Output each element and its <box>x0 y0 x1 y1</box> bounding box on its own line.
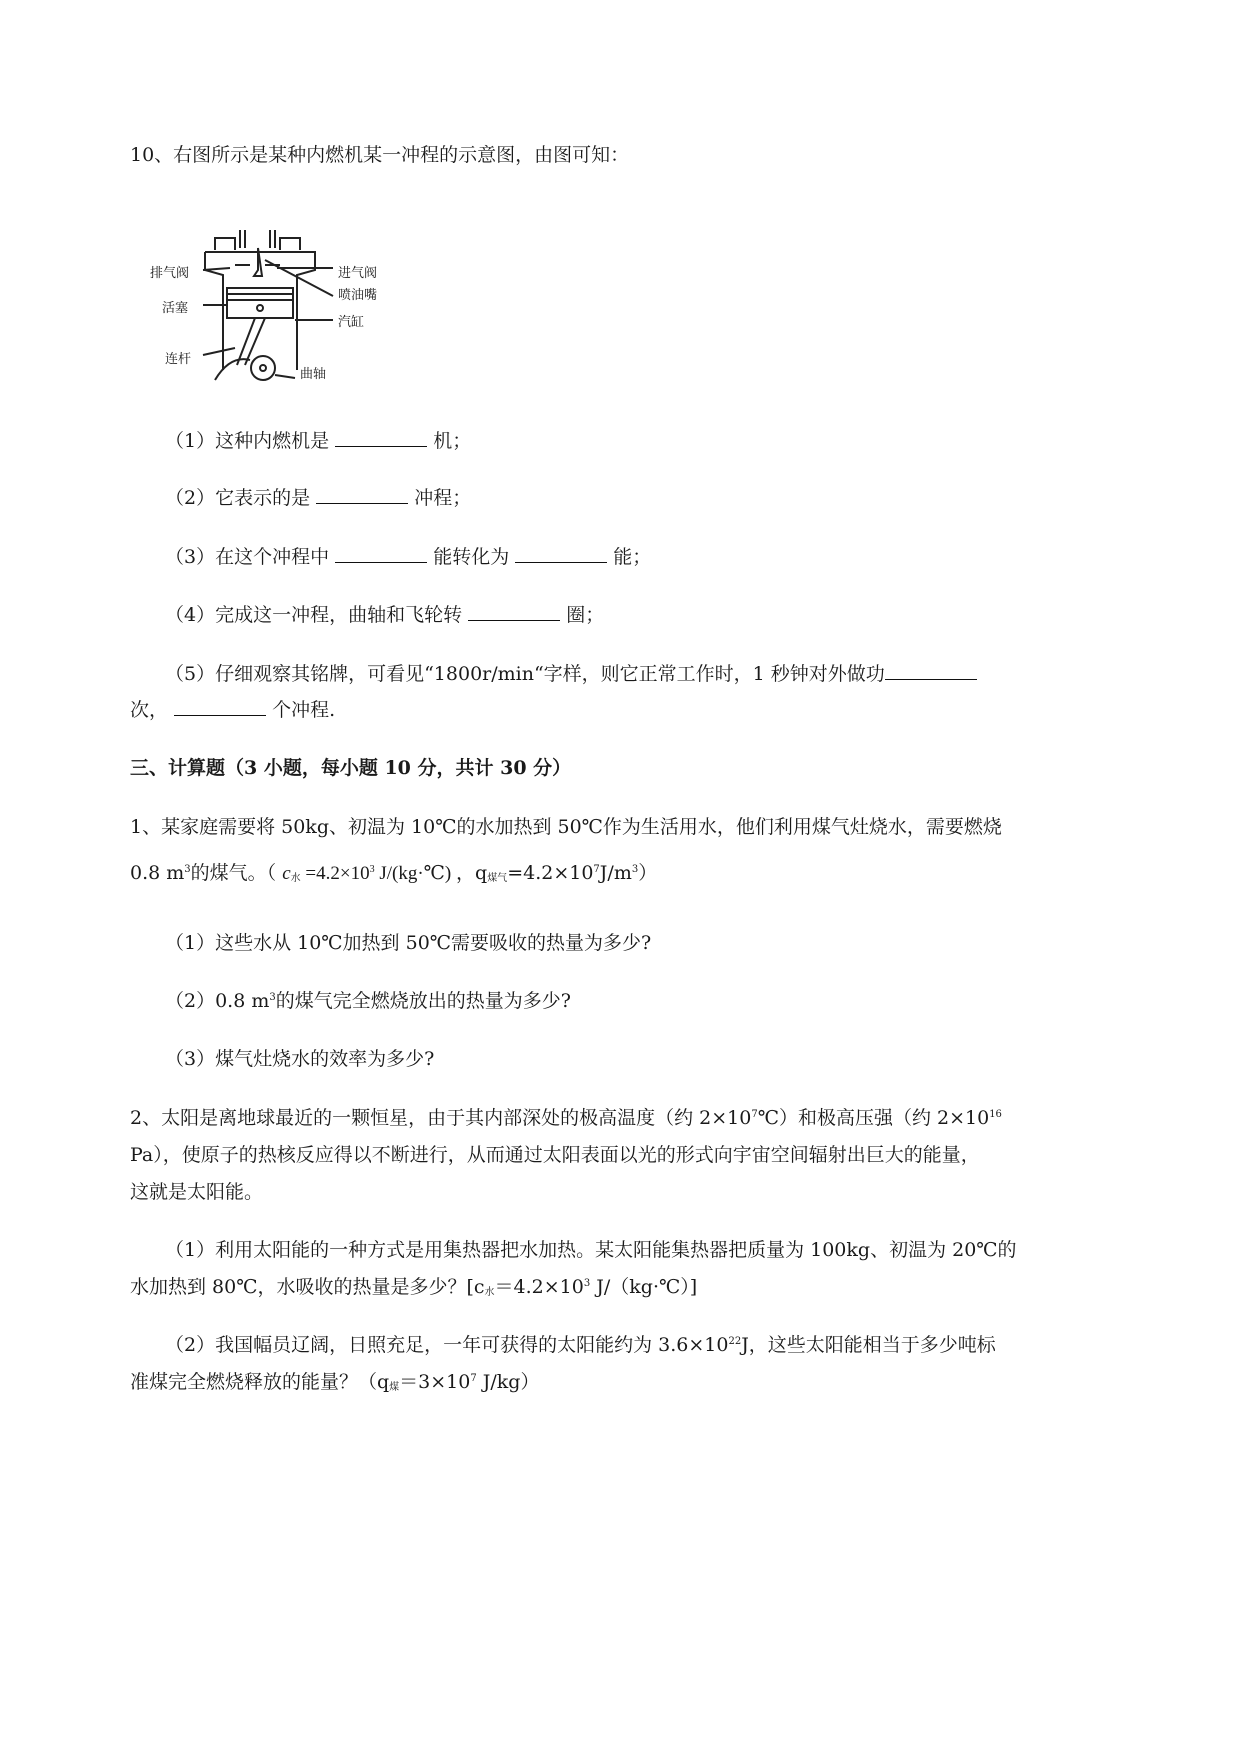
q10-p4-text-b: 圈； <box>566 604 605 626</box>
calc1-s2-exp: 3 <box>269 992 276 1003</box>
engine-diagram <box>175 230 405 390</box>
calc1-line2 <box>130 861 657 886</box>
answer-blank-4[interactable] <box>468 602 560 621</box>
calc1-close-paren: ） <box>638 862 658 884</box>
answer-blank-1[interactable] <box>335 428 427 447</box>
label-exhaust-valve: 排气阀 <box>150 266 190 281</box>
calc2-sub-1-line1: （1）利用太阳能的一种方式是用集热器把水加热。某太阳能集热器把质量为 100kg、初温为 20℃的 <box>165 1239 1017 1261</box>
q10-p5-text-c: 个冲程. <box>272 699 336 721</box>
calc1-line1: 1、某家庭需要将 50kg、初温为 10℃的水加热到 50℃作为生活用水，他们利用煤气灶烧水，需要燃烧 <box>130 816 1002 838</box>
answer-blank-3a[interactable] <box>335 544 427 563</box>
calc1-sub-3: （3）煤气灶烧水的效率为多少? <box>165 1048 435 1070</box>
q10-part-2 <box>165 485 471 510</box>
calc2-s1-text-a: 水加热到 80℃，水吸收的热量是多少？[c <box>130 1276 485 1298</box>
q10-part-3 <box>165 544 651 569</box>
calc1-amount: 0.8 m <box>130 862 185 884</box>
calc1-sub-1: （1）这些水从 10℃加热到 50℃需要吸收的热量为多少? <box>165 932 652 954</box>
calc2-s2-text-a: （2）我国幅员辽阔，日照充足，一年可获得的太阳能约为 3.6×10 <box>165 1334 729 1356</box>
answer-blank-5a[interactable] <box>885 661 977 680</box>
label-cylinder: 汽缸 <box>338 315 365 330</box>
calc2-s2-exp2: 7 <box>470 1373 477 1384</box>
question-10-title: 10、右图所示是某种内燃机某一冲程的示意图，由图可知： <box>130 144 630 166</box>
calc1-sub-2 <box>165 989 571 1013</box>
q10-p1-text-b: 机； <box>433 430 472 452</box>
c-value-exp: 3 <box>369 864 375 875</box>
specific-heat-formula <box>282 863 456 884</box>
calc2-text-a: 2、太阳是离地球最近的一颗恒星，由于其内部深处的极高温度（约 2×10 <box>130 1107 752 1129</box>
calc2-sub-2-line1 <box>165 1333 996 1357</box>
q10-p2-text-a: （2）它表示的是 <box>165 487 311 509</box>
c-symbol: c <box>282 863 291 884</box>
answer-blank-5b[interactable] <box>174 697 266 716</box>
calc1-amount-exp: 3 <box>184 864 191 875</box>
q10-p1-text-a: （1）这种内燃机是 <box>165 430 330 452</box>
calc2-sub-1-line2 <box>130 1275 697 1299</box>
q10-p3-text-a: （3）在这个冲程中 <box>165 546 330 568</box>
calc2-s2-text-d: ＝3×10 <box>399 1371 471 1393</box>
q10-p3-text-c: 能； <box>613 546 652 568</box>
calc2-s2-exp: 22 <box>728 1336 742 1347</box>
answer-blank-3b[interactable] <box>515 544 607 563</box>
label-intake-valve: 进气阀 <box>338 266 378 281</box>
calc2-pressure-exp: 16 <box>989 1109 1002 1120</box>
equals-symbol: = <box>305 863 317 884</box>
calc1-s2-text-b: 的煤气完全燃烧放出的热量为多少? <box>275 990 571 1012</box>
c-unit: J/(kg·℃) <box>374 863 452 884</box>
q10-p4-text-a: （4）完成这一冲程，曲轴和飞轮转 <box>165 604 463 626</box>
calc2-sub-2-line2 <box>130 1370 539 1394</box>
c-subscript: 水 <box>290 873 301 884</box>
calc2-line1 <box>130 1106 1002 1130</box>
label-rod: 连杆 <box>165 352 192 367</box>
q10-part-4 <box>165 602 604 627</box>
answer-blank-2[interactable] <box>316 485 408 504</box>
label-crankshaft: 曲轴 <box>300 367 327 382</box>
c-value: 4.2×10 <box>316 863 370 884</box>
calc2-temp-exp: 7 <box>751 1109 758 1120</box>
calc2-s1-text-b: ＝4.2×10 <box>494 1276 584 1298</box>
q-value: =4.2×10 <box>507 862 594 884</box>
q10-p5-text-b: 次， <box>130 699 169 721</box>
calc2-text-b: ℃）和极高压强（约 2×10 <box>757 1107 990 1129</box>
q-unit: J/m <box>599 862 632 884</box>
calc2-s2-text-b: J，这些太阳能相当于多少吨标 <box>741 1334 996 1356</box>
q-unit-exp: 3 <box>631 864 639 875</box>
calc2-s1-text-c: J/（kg·℃）] <box>590 1276 698 1298</box>
section-3-heading: 三、计算题（3 小题，每小题 10 分，共计 30 分） <box>130 757 572 779</box>
calc1-s2-text-a: （2）0.8 m <box>165 990 270 1012</box>
q10-part-5-line1 <box>165 661 977 686</box>
calc2-line3: 这就是太阳能。 <box>130 1181 264 1203</box>
q10-part-1 <box>165 428 471 453</box>
q10-part-5-line2 <box>130 697 335 722</box>
q10-p2-text-b: 冲程； <box>414 487 472 509</box>
q-symbol: ，q <box>456 862 488 884</box>
calc2-s2-text-c: 准煤完全燃烧释放的能量？（q <box>130 1371 390 1393</box>
calc1-text: 的煤气。（ <box>190 862 277 884</box>
calc2-line2: Pa），使原子的热核反应得以不断进行，从而通过太阳表面以光的形式向宇宙空间辐射出巨大的能量， <box>130 1144 980 1166</box>
calc2-s2-subscript: 煤 <box>389 1382 400 1393</box>
q-subscript: 煤气 <box>487 873 508 884</box>
q10-p5-text-a: （5）仔细观察其铭牌，可看见“1800r/min“字样，则它正常工作时，1 秒钟对外做功 <box>165 663 885 685</box>
calc2-s1-subscript: 水 <box>484 1287 495 1298</box>
label-injector: 喷油嘴 <box>338 288 378 303</box>
label-piston: 活塞 <box>162 301 189 316</box>
q10-p3-text-b: 能转化为 <box>433 546 510 568</box>
calc2-s2-text-e: J/kg） <box>476 1371 540 1393</box>
calc2-s1-exp: 3 <box>583 1278 591 1289</box>
q-value-exp: 7 <box>593 864 600 875</box>
